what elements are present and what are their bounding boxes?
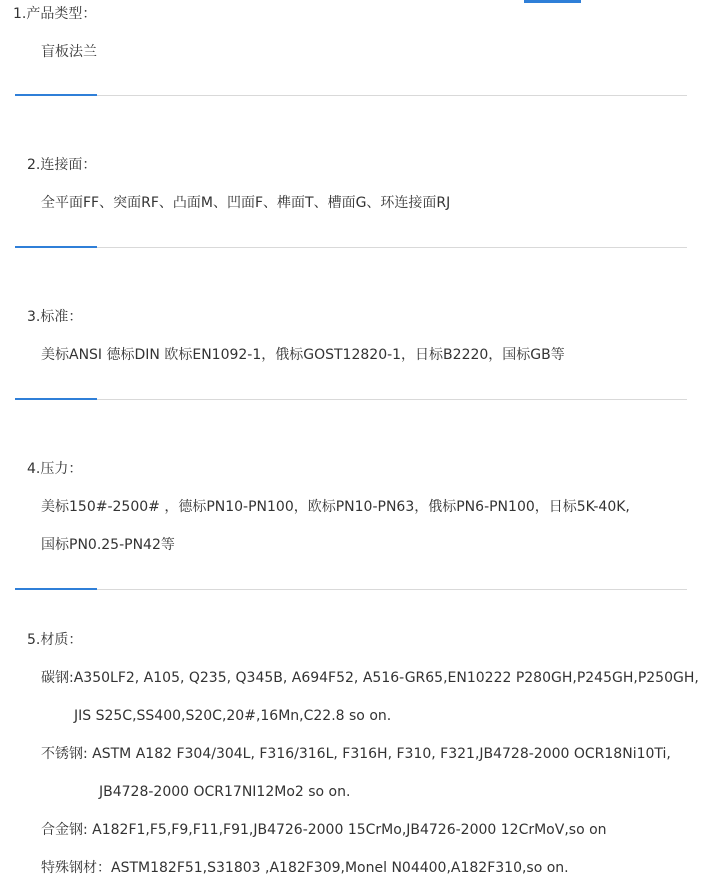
section-line: 国标PN0.25-PN42等 bbox=[41, 537, 175, 553]
material-stainless-steel-cont: JB4728-2000 OCR17NI12Mo2 so on. bbox=[99, 784, 351, 800]
section-line: 美标ANSI 德标DIN 欧标EN1092-1，俄标GOST12820-1，日标B2220，国标GB等 bbox=[41, 347, 565, 363]
section-line: 全平面FF、突面RF、凸面M、凹面F、榫面T、槽面G、环连接面RJ bbox=[41, 195, 451, 211]
material-stainless-steel: 不锈钢: ASTM A182 F304/304L, F316/316L, F316H, F310, F321,JB4728-2000 OCR18Ni10Ti, bbox=[41, 746, 671, 762]
section-title: 2.连接面： bbox=[27, 157, 97, 173]
section-divider-accent bbox=[15, 246, 97, 248]
section-divider bbox=[15, 95, 687, 96]
section-title: 5.材质： bbox=[27, 632, 83, 648]
section-title: 1.产品类型： bbox=[13, 6, 97, 22]
top-accent-bar bbox=[524, 0, 581, 3]
material-carbon-steel: 碳钢:A350LF2, A105, Q235, Q345B, A694F52, A516-GR65,EN10222 P280GH,P245GH,P250GH, bbox=[41, 670, 699, 686]
section-divider bbox=[15, 247, 687, 248]
section-title: 4.压力： bbox=[27, 461, 83, 477]
section-divider bbox=[15, 589, 687, 590]
material-carbon-steel-cont: JIS S25C,SS400,S20C,20#,16Mn,C22.8 so on. bbox=[74, 708, 392, 724]
material-alloy-steel: 合金钢: A182F1,F5,F9,F11,F91,JB4726-2000 15CrMo,JB4726-2000 12CrMoV,so on bbox=[41, 822, 607, 838]
section-title: 3.标准： bbox=[27, 309, 83, 325]
section-divider bbox=[15, 399, 687, 400]
section-line: 盲板法兰 bbox=[41, 44, 97, 60]
section-divider-accent bbox=[15, 588, 97, 590]
section-divider-accent bbox=[15, 94, 97, 96]
section-line: 美标150#-2500# ，德标PN10-PN100，欧标PN10-PN63，俄标PN6-PN100，日标5K-40K, bbox=[41, 499, 630, 515]
section-divider-accent bbox=[15, 398, 97, 400]
material-special-steel: 特殊钢材：ASTM182F51,S31803 ,A182F309,Monel N04400,A182F310,so on. bbox=[41, 860, 569, 876]
